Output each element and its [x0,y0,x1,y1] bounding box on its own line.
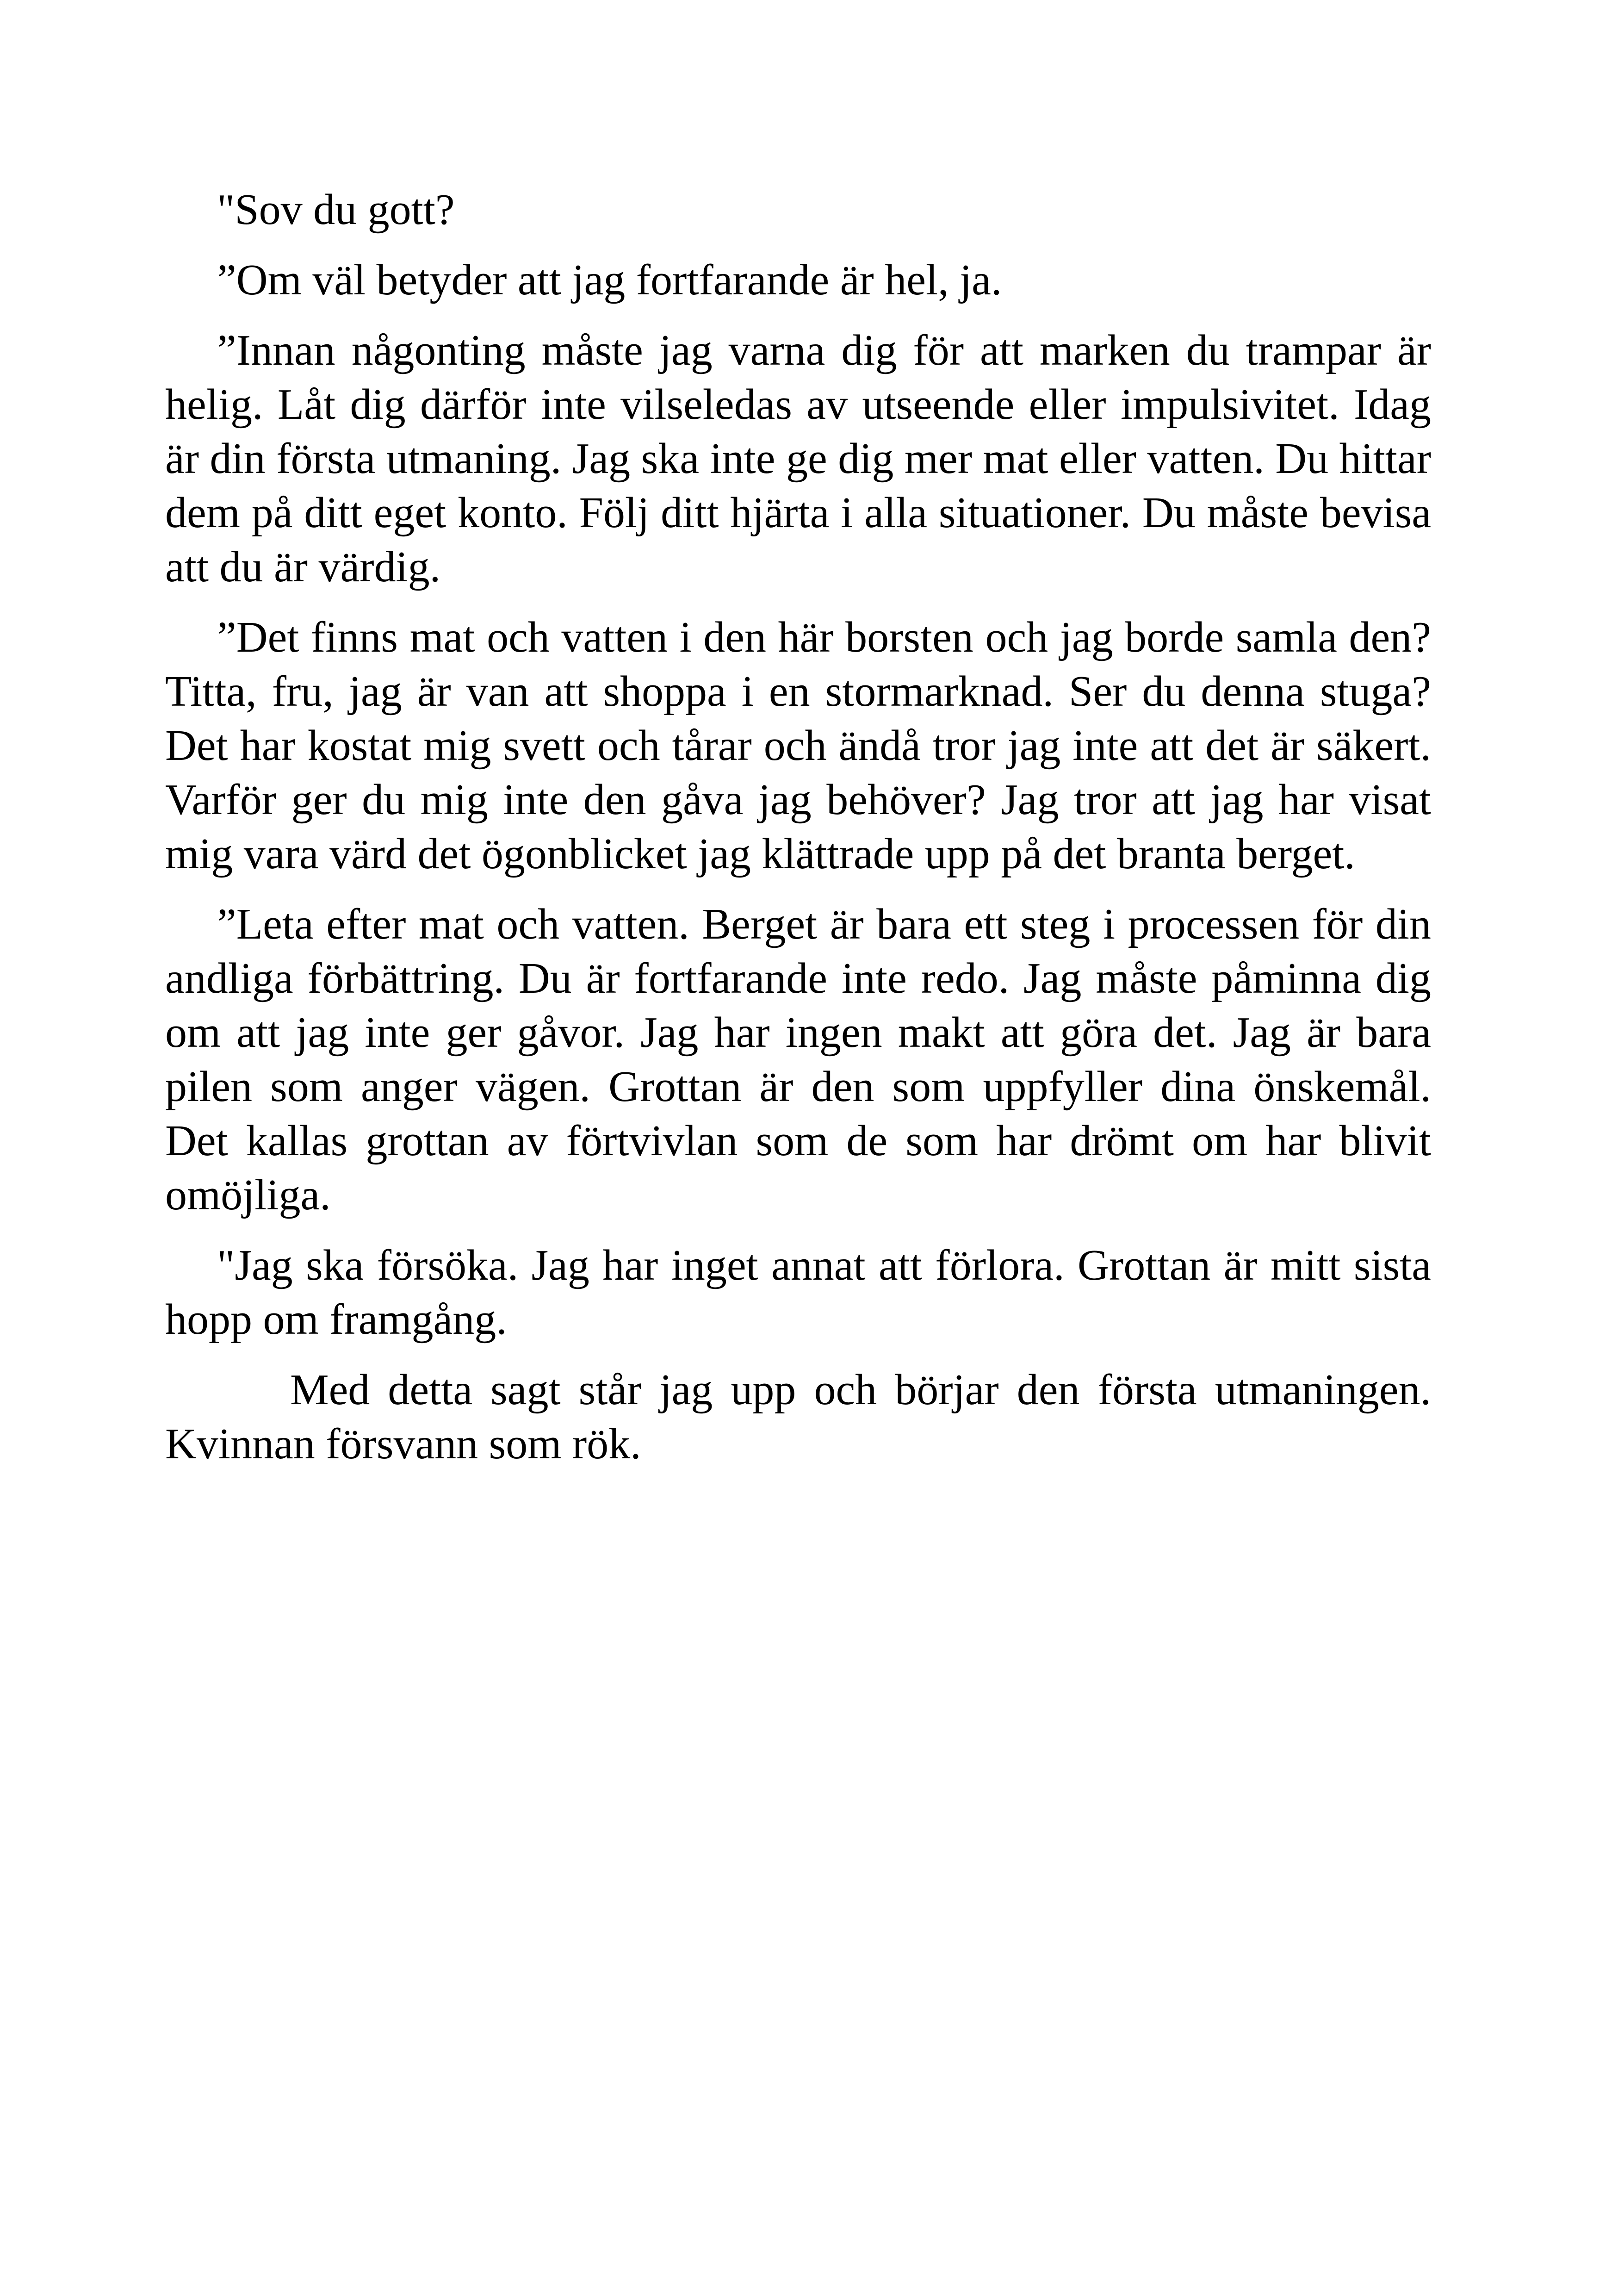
paragraph: ”Leta efter mat och vatten. Berget är bara ett steg i processen för din andliga förbättring. Du är fortfarande inte redo. Jag måste påminna dig om att jag inte ger gåvor. Jag har ingen makt att göra det. Jag är bara pilen som anger vägen. Grottan är den som uppfyller dina önskemål. Det kallas grottan av förtvivlan som de som har drömt om har blivit omöjliga. [165,900,1431,1219]
paragraph: "Sov du gott? [217,186,455,234]
paragraph: ”Om väl betyder att jag fortfarande är hel, ja. [217,256,1002,304]
body-text [165,183,1431,1471]
paragraph: ”Innan någonting måste jag varna dig för att marken du trampar är helig. Låt dig därför inte vilseledas av utseende eller impulsivitet. Idag är din första utmaning. Jag ska inte ge dig mer mat eller vatten. Du hittar dem på ditt eget konto. Följ ditt hjärta i alla situationer. Du måste bevisa att du är värdig. [165,326,1431,591]
paragraph: ”Det finns mat och vatten i den här borsten och jag borde samla den? Titta, fru, jag är van att shoppa i en stormarknad. Ser du denna stuga? Det har kostat mig svett och tårar och ändå tror jag inte att det är säkert. Varför ger du mig inte den gåva jag behöver? Jag tror att jag har visat mig vara värd det ögonblicket jag klättrade upp på det branta berget. [165,613,1431,878]
paragraph: Med detta sagt står jag upp och börjar den första utmaningen. Kvinnan försvann som rök. [165,1366,1431,1468]
paragraph: "Jag ska försöka. Jag har inget annat att förlora. Grottan är mitt sista hopp om framgång. [165,1241,1431,1344]
